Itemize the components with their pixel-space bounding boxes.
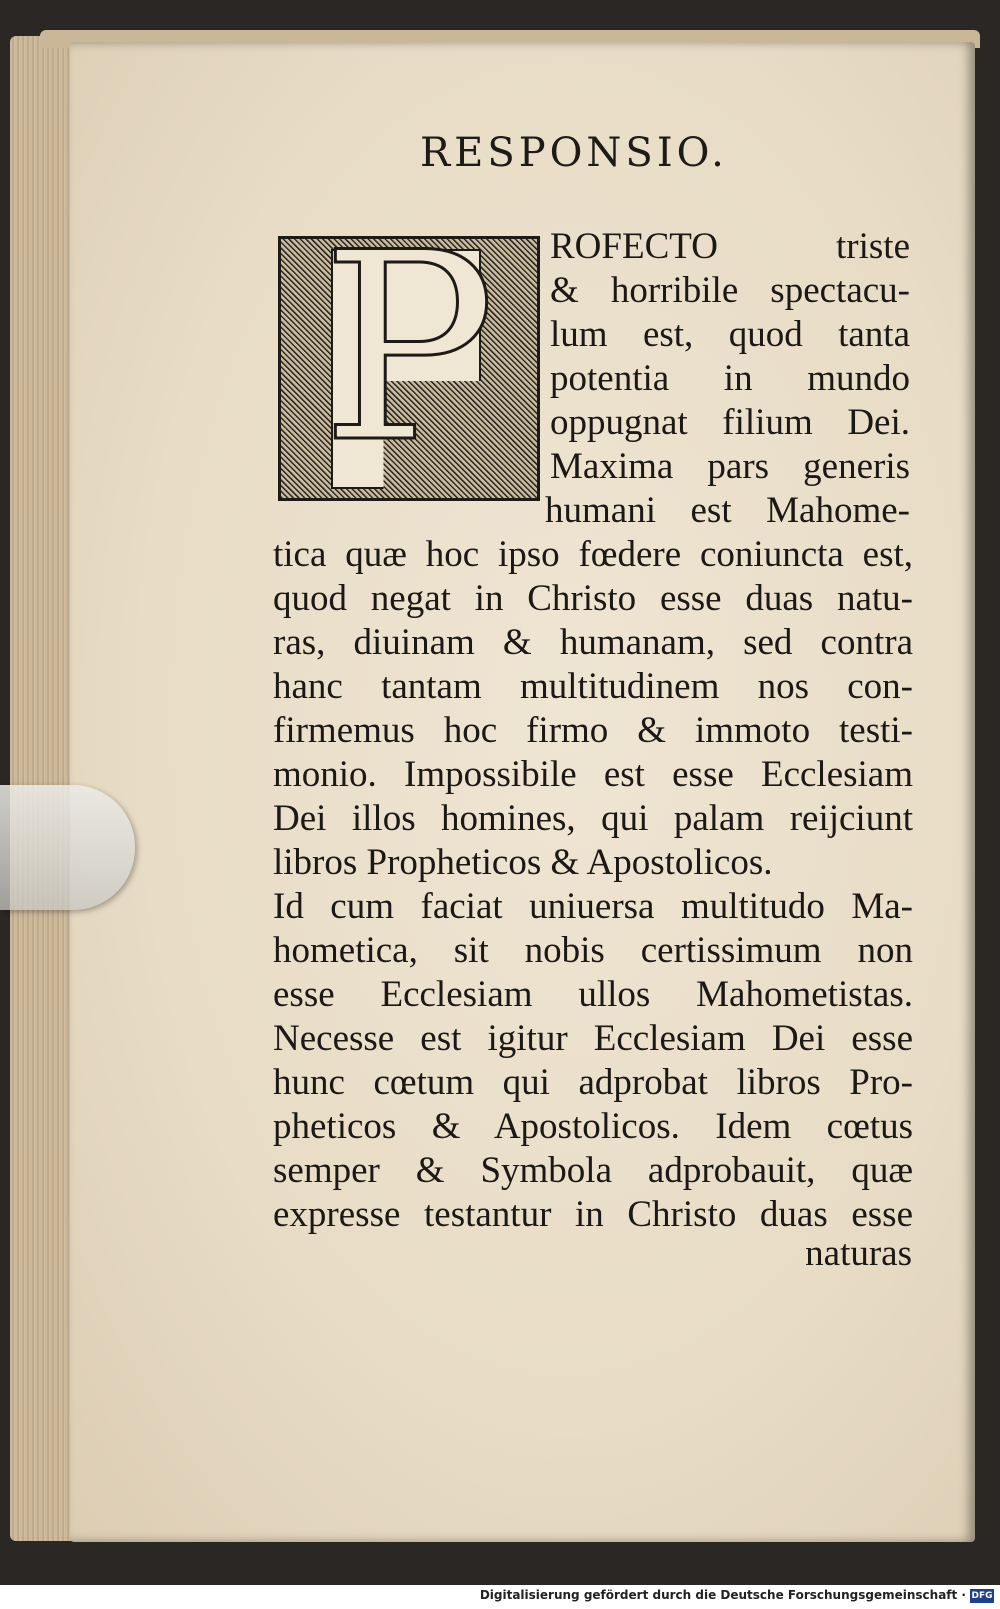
catchword: naturas bbox=[805, 1233, 912, 1274]
page-clip-tab bbox=[0, 785, 135, 910]
text-line: lum est, quod tanta bbox=[550, 314, 910, 355]
text-line: tica quæ hoc ipso fœdere coniuncta est, bbox=[273, 534, 913, 575]
dfg-logo: DFG bbox=[971, 1591, 993, 1601]
text-line: ras, diuinam & humanam, sed contra bbox=[273, 622, 913, 663]
text-line: hometica, sit nobis certissimum non bbox=[273, 930, 913, 971]
text-line: humani est Mahome- bbox=[545, 490, 910, 531]
text-line: hanc tantam multitudinem nos con- bbox=[273, 666, 913, 707]
text-line: & horribile spectacu- bbox=[550, 270, 910, 311]
page-heading: RESPONSIO. bbox=[420, 130, 728, 176]
text-line: Necesse est igitur Ecclesiam Dei esse bbox=[273, 1018, 913, 1059]
footer-credit: Digitalisierung gefördert durch die Deutsche Forschungsgemeinschaft · bbox=[479, 1588, 966, 1602]
text-line: hunc cœtum qui adprobat libros Pro- bbox=[273, 1062, 913, 1103]
text-line: Dei illos homines, qui palam reijciunt bbox=[273, 798, 913, 839]
text-line: expresse testantur in Christo duas esse bbox=[273, 1194, 913, 1235]
text-line: pheticos & Apostolicos. Idem cœtus bbox=[273, 1106, 913, 1147]
text-line: Id cum faciat uniuersa multitudo Ma- bbox=[273, 886, 913, 927]
text-line: monio. Impossibile est esse Ecclesiam bbox=[273, 754, 913, 795]
text-line: potentia in mundo bbox=[550, 358, 910, 399]
text-line: ROFECTO triste bbox=[550, 226, 910, 267]
text-line: firmemus hoc firmo & immoto testi- bbox=[273, 710, 913, 751]
text-line: libros Propheticos & Apostolicos. bbox=[273, 842, 773, 883]
text-line: oppugnat filium Dei. bbox=[550, 402, 910, 443]
text-line: Maxima pars generis bbox=[550, 446, 910, 487]
decorated-initial bbox=[278, 198, 540, 501]
text-line: quod negat in Christo esse duas natu- bbox=[273, 578, 913, 619]
text-line: esse Ecclesiam ullos Mahometistas. bbox=[273, 974, 913, 1015]
footer bbox=[0, 1585, 1000, 1609]
initial-letter: P bbox=[321, 198, 496, 500]
text-line: semper & Symbola adprobauit, quæ bbox=[273, 1150, 913, 1191]
